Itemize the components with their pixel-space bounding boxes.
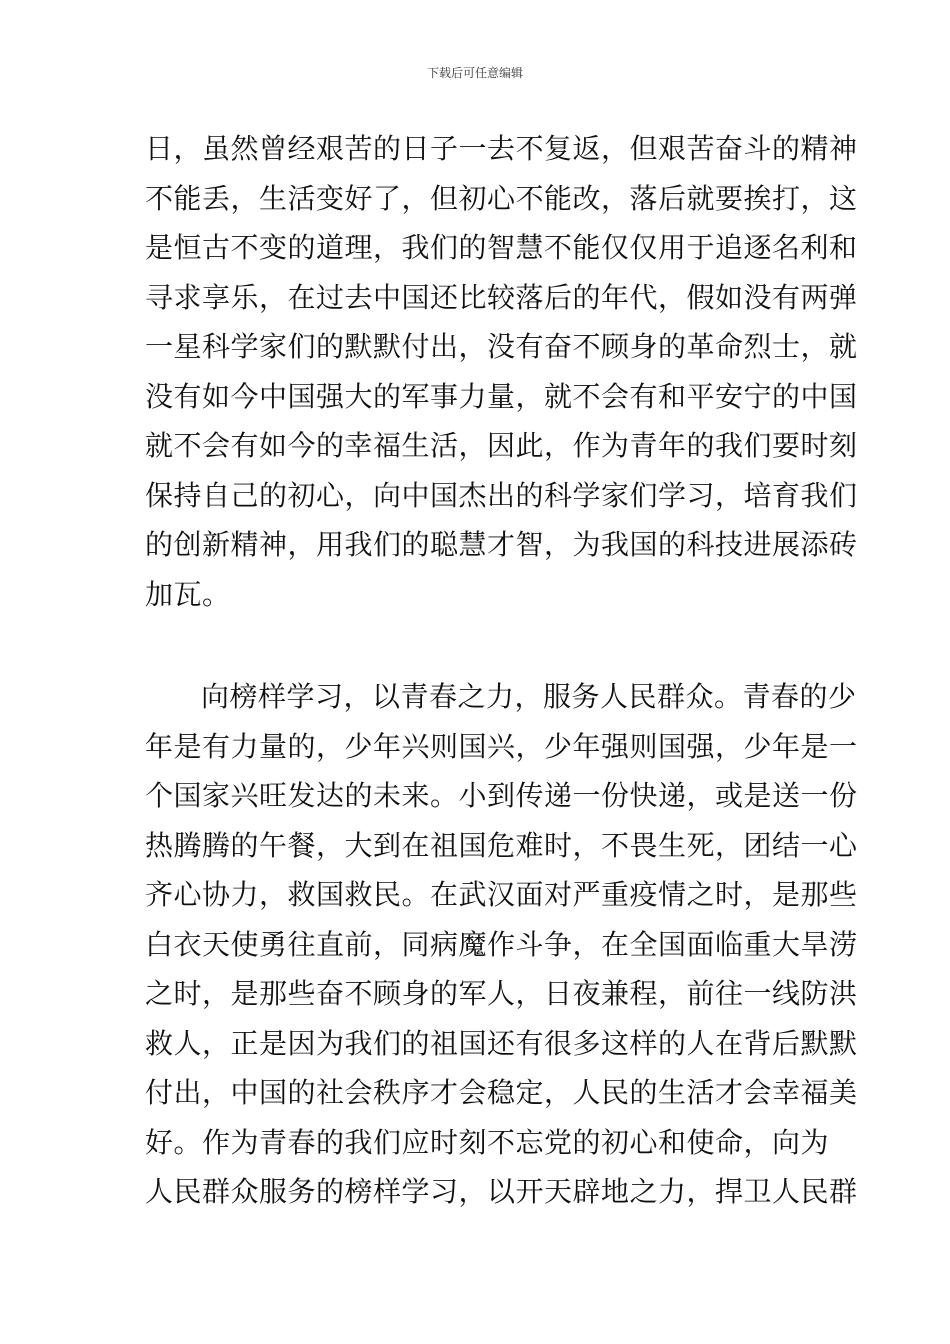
text-line: 一星科学家们的默默付出，没有奋不顾身的革命烈士，就 [145, 330, 858, 363]
text-line: 之时，是那些奋不顾身的军人，日夜兼程，前往一线防洪 [145, 977, 858, 1010]
text-line: 加瓦。 [145, 577, 231, 611]
text-line: 年是有力量的，少年兴则国兴，少年强则国强，少年是一 [145, 729, 858, 763]
text-line: 救人，正是因为我们的祖国还有很多这样的人在背后默默 [145, 1026, 858, 1060]
text-line: 的创新精神，用我们的聪慧才智，为我国的科技进展添砖 [145, 528, 858, 561]
text-line: 白衣天使勇往直前，同病魔作斗争，在全国面临重大旱涝 [145, 927, 858, 961]
text-line: 个国家兴旺发达的未来。小到传递一份快递，或是送一份 [145, 779, 858, 812]
text-line: 齐心协力，救国救民。在武汉面对严重疫情之时，是那些 [145, 878, 858, 911]
text-line: 是恒古不变的道理，我们的智慧不能仅仅用于追逐名利和 [145, 231, 858, 264]
text-line: 人民群众服务的榜样学习，以开天辟地之力，捍卫人民群 [145, 1175, 858, 1208]
text-line: 不能丢，生活变好了，但初心不能改，落后就要挨打，这 [145, 181, 858, 215]
text-line: 没有如今中国强大的军事力量，就不会有和平安宁的中国 [145, 379, 858, 413]
text-line: 热腾腾的午餐，大到在祖国危难时，不畏生死，团结一心 [145, 828, 858, 862]
page-header: 下载后可任意编辑 [426, 66, 523, 80]
text-line: 就不会有如今的幸福生活，因此，作为青年的我们要时刻 [145, 429, 858, 462]
text-line: 保持自己的初心，向中国杰出的科学家们学习，培育我们 [145, 478, 858, 512]
text-line: 寻求享乐，在过去中国还比较落后的年代，假如没有两弹 [145, 280, 858, 314]
paragraph-1 [145, 124, 858, 619]
text-line: 付出，中国的社会秩序才会稳定，人民的生活才会幸福美 [145, 1076, 858, 1109]
paragraph-2 [145, 672, 858, 1217]
text-line: 好。作为青春的我们应时刻不忘党的初心和使命，向为 [145, 1125, 830, 1159]
text-line-first-indented: 向榜样学习，以青春之力，服务人民群众。青春的少 [201, 680, 857, 713]
text-line: 日，虽然曾经艰苦的日子一去不复返，但艰苦奋斗的精神 [145, 132, 858, 165]
